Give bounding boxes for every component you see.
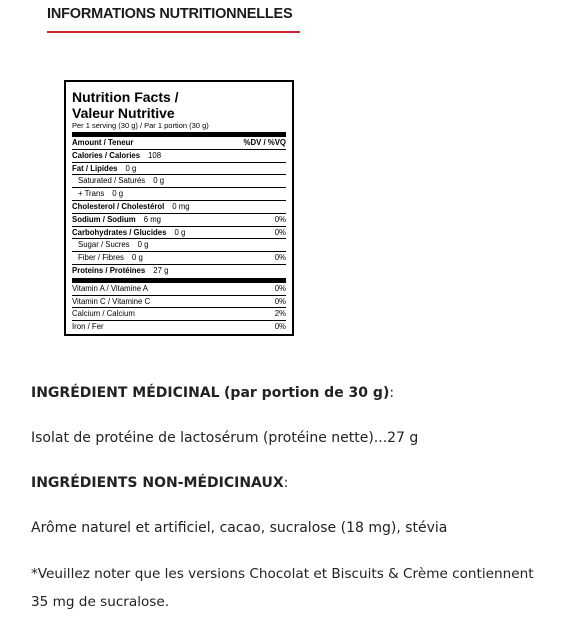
vitamin-dv: 0% xyxy=(274,322,286,332)
nutrition-row-proteins xyxy=(72,265,286,278)
row-label: Calories / Calories xyxy=(72,150,141,160)
row-label: Fat / Lipides xyxy=(72,163,118,173)
vitamin-row-iron xyxy=(72,321,286,334)
row-label: Sugar / Sucres xyxy=(78,240,130,250)
row-dv: 0% xyxy=(274,253,286,263)
sucralose-note-line2: 35 mg de sucralose. xyxy=(31,594,170,610)
vitamin-dv: 2% xyxy=(274,309,286,319)
vitamin-label: Vitamin C / Vitamine C xyxy=(72,296,151,306)
row-amount: 6 mg xyxy=(143,214,162,224)
vitamin-dv: 0% xyxy=(274,283,286,293)
vitamin-label: Iron / Fer xyxy=(72,322,104,332)
row-amount: 0 mg xyxy=(172,201,190,211)
nutrition-facts-panel xyxy=(64,80,294,336)
nutrition-title-line1: Nutrition Facts / xyxy=(72,89,179,105)
non-medicinal-ingredient-text: Arôme naturel et artificiel, cacao, sucralose (18 mg), stévia xyxy=(31,520,448,536)
nutrition-row-cholesterol xyxy=(72,201,286,214)
row-label: + Trans xyxy=(78,189,105,199)
section-title-underline xyxy=(47,31,300,33)
row-amount: 108 xyxy=(148,150,162,160)
vitamin-dv: 0% xyxy=(274,296,286,306)
row-label: Cholesterol / Cholestérol xyxy=(72,201,165,211)
nutrition-header-row xyxy=(72,137,286,150)
header-amount: Amount / Teneur xyxy=(72,138,134,147)
section-title: INFORMATIONS NUTRITIONNELLES xyxy=(47,6,293,22)
header-dv: %DV / %VQ xyxy=(243,138,286,147)
medicinal-colon: : xyxy=(389,385,395,401)
row-amount: 0 g xyxy=(137,240,149,250)
row-amount: 0 g xyxy=(125,163,137,173)
non-medicinal-heading: INGRÉDIENTS NON-MÉDICINAUX xyxy=(31,475,284,491)
non-medicinal-colon: : xyxy=(283,475,289,491)
vitamin-row-c xyxy=(72,296,286,309)
nutrition-row-saturated xyxy=(72,175,286,188)
nutrition-row-fat xyxy=(72,163,286,176)
nutrition-row-trans xyxy=(72,188,286,201)
nutrition-row-calories xyxy=(72,150,286,163)
serving-size: Per 1 serving (30 g) / Par 1 portion (30 g) xyxy=(72,121,209,130)
medicinal-heading: INGRÉDIENT MÉDICINAL xyxy=(31,385,220,401)
row-label: Saturated / Saturés xyxy=(78,176,146,186)
vitamin-row-a xyxy=(72,283,286,296)
row-amount: 0 g xyxy=(174,227,186,237)
sucralose-note-line1: *Veuillez noter que les versions Chocolat et Biscuits & Crème contiennent xyxy=(31,566,534,582)
row-label: Carbohydrates / Glucides xyxy=(72,227,167,237)
medicinal-heading-line xyxy=(31,385,394,401)
row-amount: 27 g xyxy=(153,265,169,275)
row-amount: 0 g xyxy=(112,189,124,199)
nutrition-title-line2: Valeur Nutritive xyxy=(72,105,175,121)
vitamin-row-calcium xyxy=(72,308,286,321)
nutrition-row-carbohydrates xyxy=(72,227,286,240)
vitamin-label: Calcium / Calcium xyxy=(72,309,135,319)
row-amount: 0 g xyxy=(153,176,165,186)
vitamin-label: Vitamin A / Vitamine A xyxy=(72,283,148,293)
medicinal-ingredient-text: Isolat de protéine de lactosérum (protéine nette)...27 g xyxy=(31,430,419,446)
row-dv: 0% xyxy=(274,227,286,237)
row-dv: 0% xyxy=(274,214,286,224)
row-label: Proteins / Protéines xyxy=(72,265,146,275)
nutrition-row-sodium xyxy=(72,214,286,227)
row-label: Fiber / Fibres xyxy=(78,253,124,263)
nutrition-row-fiber xyxy=(72,252,286,265)
row-label: Sodium / Sodium xyxy=(72,214,136,224)
nutrition-row-sugar xyxy=(72,239,286,252)
medicinal-heading-suffix: (par portion de 30 g) xyxy=(224,385,390,401)
row-amount: 0 g xyxy=(131,253,143,263)
non-medicinal-heading-line xyxy=(31,475,288,491)
